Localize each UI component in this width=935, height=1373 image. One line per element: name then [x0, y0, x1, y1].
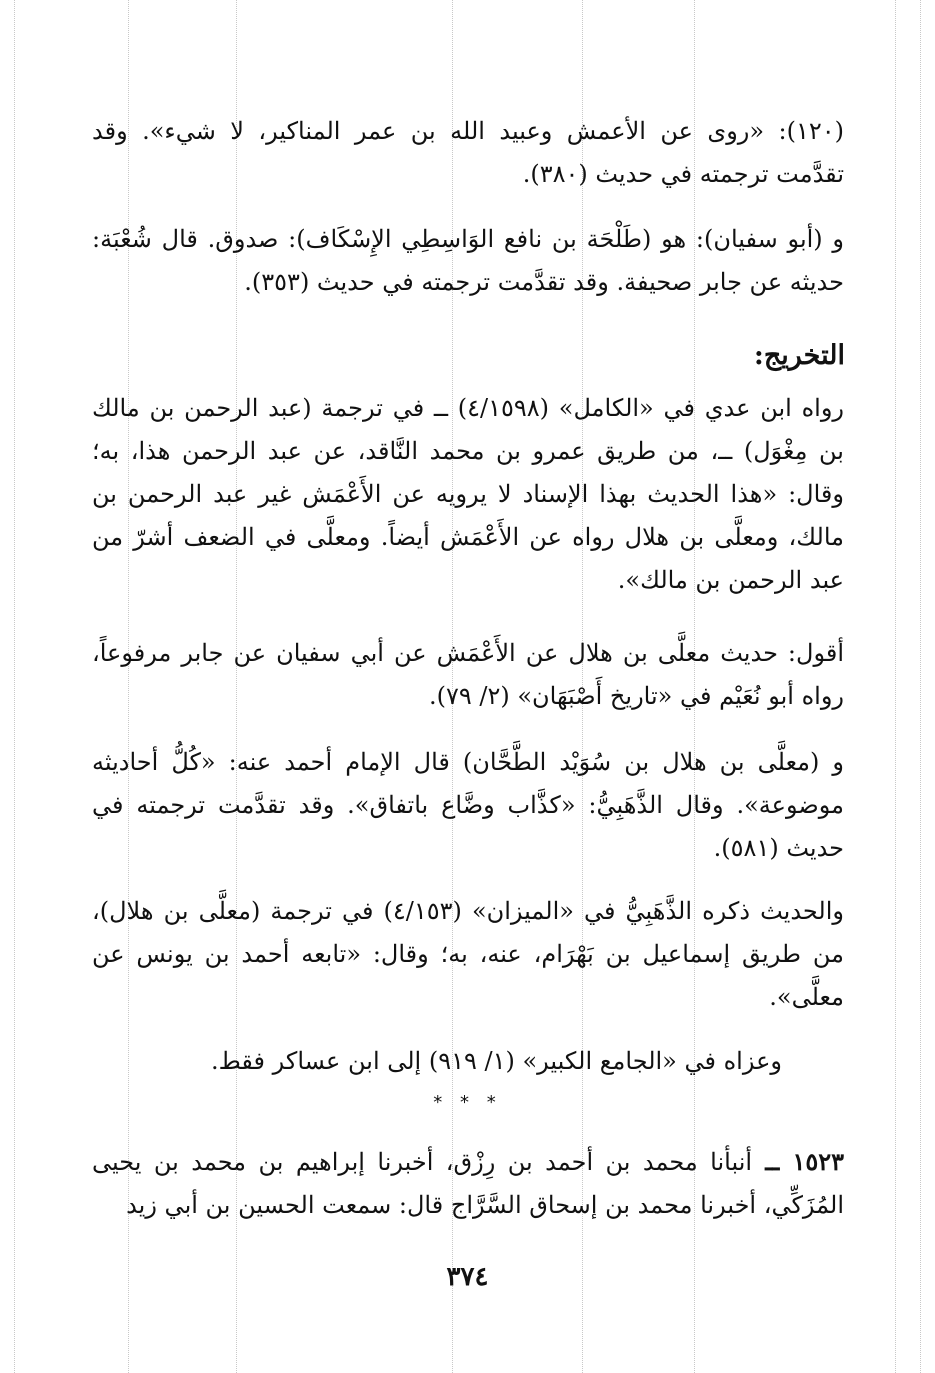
paragraph-mizan: والحديث ذكره الذَّهَبِيُّ في «الميزان» (٤/١٥٣) في ترجمة (معلَّى بن هلال)، من طريق إسماعيل بن بَهْرَام، عنه، به؛ وقال: «تابعه أحمد بن يونس عن معلَّى».	[92, 897, 844, 1011]
scan-guide-line	[920, 0, 921, 1373]
paragraph-aqul: أقول: حديث معلَّى بن هلال عن الأَعْمَش عن أبي سفيان عن جابر مرفوعاً، رواه أبو نُعَيْم في «تاريخ أَصْبَهَان» (٢/ ٧٩).	[92, 639, 844, 710]
paragraph-mualla: و (معلَّى بن هلال بن سُوَيْد الطَّحَّان) قال الإمام أحمد عنه: «كُلُّ أحاديثه موضوعة». وقال الذَّهَبِيُّ: «كذَّاب وضَّاع باتفاق». وقد تقدَّمت ترجمته في حديث (٥٨١).	[92, 748, 844, 862]
paragraph-hadith-1523	[92, 1140, 844, 1227]
hadith-dash: ــ	[752, 1147, 793, 1176]
paragraph-abu-sufyan: و (أبو سفيان): هو (طَلْحَة بن نافع الوَاسِطِي الإِسْكَاف): صدوق. قال شُعْبَة: حديثه عن جابر صحيفة. وقد تقدَّمت ترجمته في حديث (٣٥٣).	[92, 225, 844, 296]
page-number: ٣٧٤	[446, 1262, 489, 1292]
section-separator: * * *	[433, 1092, 502, 1113]
paragraph-jami-kabir: وعزاه في «الجامع الكبير» (١/ ٩١٩) إلى ابن عساكر فقط.	[211, 1047, 782, 1075]
hadith-isnad: أنبأنا محمد بن أحمد بن رِزْق، أخبرنا إبراهيم بن محمد بن يحيى المُزَكِّي، أخبرنا محمد بن إسحاق السَّرَّاج قال: سمعت الحسين بن أبي زيد	[92, 1148, 844, 1219]
scan-guide-line	[895, 0, 896, 1373]
scan-guide-line	[14, 0, 15, 1373]
paragraph-ibn-adi: رواه ابن عدي في «الكامل» (٤/١٥٩٨) ــ في ترجمة (عبد الرحمن بن مالك بن مِغْوَل) ــ، من طريق عمرو بن محمد النَّاقد، عن عبد الرحمن هذا، به؛ وقال: «هذا الحديث بهذا الإسناد لا يرويه عن الأَعْمَش غير عبد الرحمن بن مالك، ومعلَّى بن هلال رواه عن الأَعْمَش أيضاً. ومعلَّى في الضعف أشرّ من عبد الرحمن بن مالك».	[92, 394, 845, 594]
section-heading-takhrij: التخريج:	[753, 340, 845, 371]
paragraph-narrator-note: (١٢٠): «روى عن الأعمش وعبيد الله بن عمر المناكير، لا شيء». وقد تقدَّمت ترجمته في حديث (٣٨٠).	[92, 117, 844, 188]
hadith-number: ١٥٢٣	[792, 1147, 844, 1176]
